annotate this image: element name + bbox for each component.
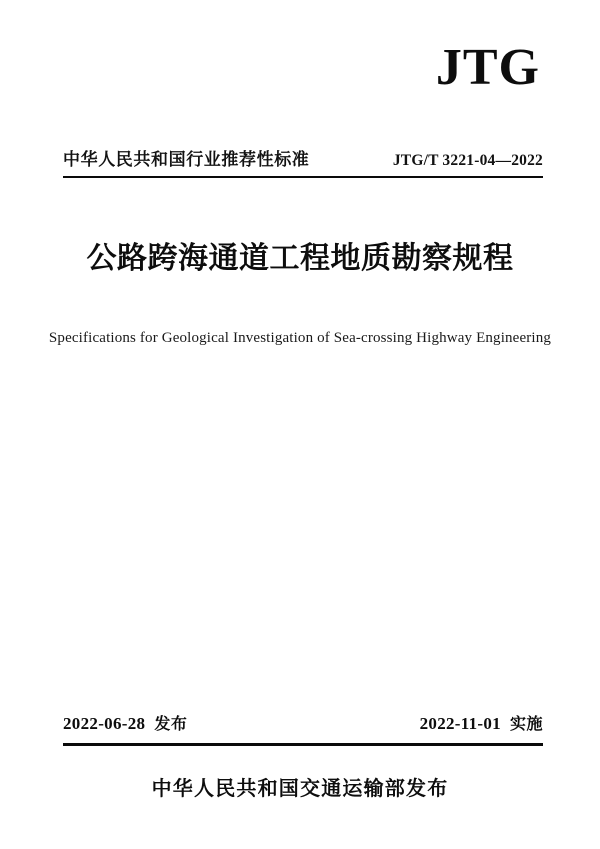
standard-header-row (63, 140, 543, 170)
effective-date-group (420, 711, 543, 734)
page-subtitle-english: Specifications for Geological Investigation of Sea-crossing Highway Engineering (48, 330, 552, 346)
publisher-line: 中华人民共和国交通运输部发布 (151, 776, 449, 800)
effective-date: 2022-11-01 (419, 713, 501, 733)
effective-date-label: 实施 (509, 713, 543, 733)
header-divider-rule (63, 176, 543, 178)
jtg-logo: JTG (435, 39, 540, 96)
date-row (63, 708, 543, 736)
standard-series-label: 中华人民共和国行业推荐性标准 (63, 150, 310, 170)
footer-divider-rule (63, 743, 543, 746)
issue-date: 2022-06-28 (63, 713, 146, 733)
page-title: 公路跨海通道工程地质勘察规程 (86, 241, 514, 276)
issue-date-label: 发布 (154, 713, 188, 733)
issue-date-group (63, 711, 187, 734)
standard-number: JTG/T 3221-04—2022 (392, 152, 543, 169)
